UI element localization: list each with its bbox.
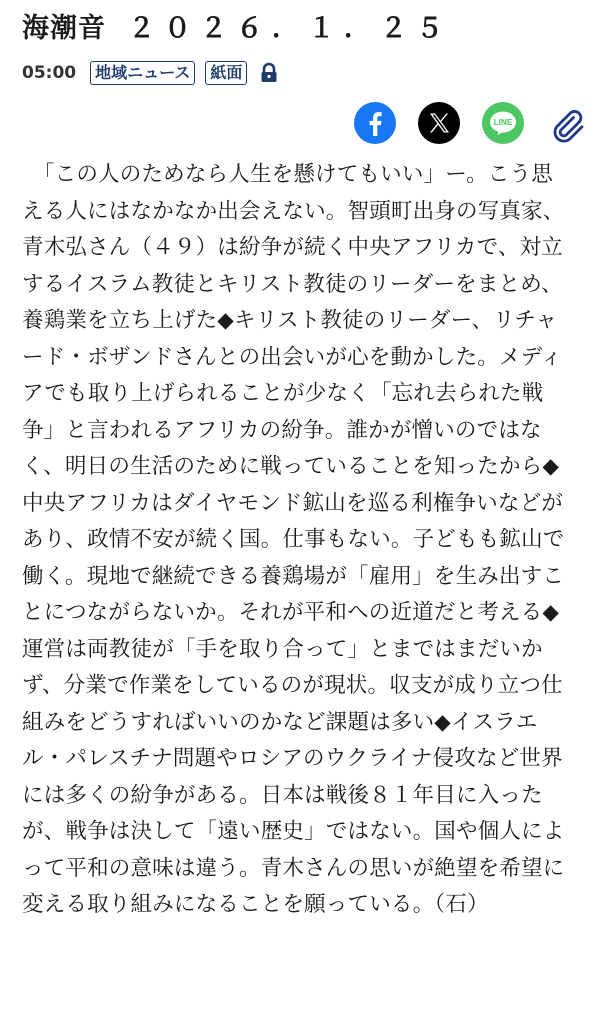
- tag-print-edition[interactable]: 紙面: [205, 61, 247, 85]
- article-line: 運営は両教徒が「手を取り合って」とまではまだいか: [22, 636, 543, 662]
- x-icon[interactable]: [418, 102, 460, 144]
- article-line: って平和の意味は違う。青木さんの思いが絶望を希望に: [22, 855, 565, 881]
- paperclip-icon[interactable]: [546, 102, 588, 144]
- article-line: とにつながらないか。それが平和への近道だと考える◆: [22, 600, 560, 625]
- article-body: [22, 157, 588, 924]
- lock-icon: [259, 62, 279, 84]
- line-icon[interactable]: [482, 102, 524, 144]
- page-title: [22, 6, 452, 45]
- share-buttons: [354, 102, 588, 144]
- article-line: 争」と言われるアフリカの紛争。誰かが憎いのではな: [22, 417, 542, 443]
- article-meta: [22, 58, 279, 88]
- article-line: するイスラム教徒とキリスト教徒のリーダーをまとめ、: [22, 271, 563, 297]
- article-line: 組みをどうすればいいのかなど課題は多い◆イスラエ: [22, 709, 538, 735]
- article-line: く、明日の生活のために戦っていることを知ったから◆: [22, 454, 560, 479]
- article-line: あり、政情不安が続く国。仕事もない。子どもも鉱山で: [22, 527, 565, 552]
- article-line: アでも取り上げられることが少なく「忘れ去られた戦: [22, 381, 544, 406]
- article-line: ル・パレスチナ問題やロシアのウクライナ侵攻など世界: [22, 746, 563, 771]
- article-date: ２０２６．１．２５: [128, 13, 452, 44]
- article-line: 「この人のためなら人生を懸けてもいい」ー。こう思: [22, 162, 553, 187]
- article-line: 青木弘さん（４９）は紛争が続く中央アフリカで、対立: [22, 235, 563, 260]
- article-line: 働く。現地で継続できる養鶏場が「雇用」を生み出すこ: [22, 563, 565, 589]
- facebook-icon[interactable]: [354, 102, 396, 144]
- article-line: ず、分業で作業をしているのが現状。収支が成り立つ仕: [22, 673, 563, 698]
- line-label: LINE: [493, 118, 513, 128]
- article-line: 変える取り組みになることを願っている。（石）: [22, 892, 489, 917]
- article-line: ード・ボザンドさんとの出会いが心を動かした。メディ: [22, 344, 563, 370]
- article-line: える人にはなかなか出会えない。智頭町出身の写真家、: [22, 198, 565, 224]
- tag-local-news[interactable]: 地域ニュース: [90, 61, 195, 85]
- publish-time: 05:00: [22, 63, 77, 83]
- article-line: が、戦争は決して「遠い歴史」ではない。国や個人によ: [22, 819, 565, 844]
- article-line: 中央アフリカはダイヤモンド鉱山を巡る利権争いなどが: [22, 490, 563, 516]
- article-line: には多くの紛争がある。日本は戦後８１年目に入った: [22, 782, 543, 808]
- article-line: 養鶏業を立ち上げた◆キリスト教徒のリーダー、リチャ: [22, 308, 558, 333]
- column-name: 海潮音: [22, 13, 106, 44]
